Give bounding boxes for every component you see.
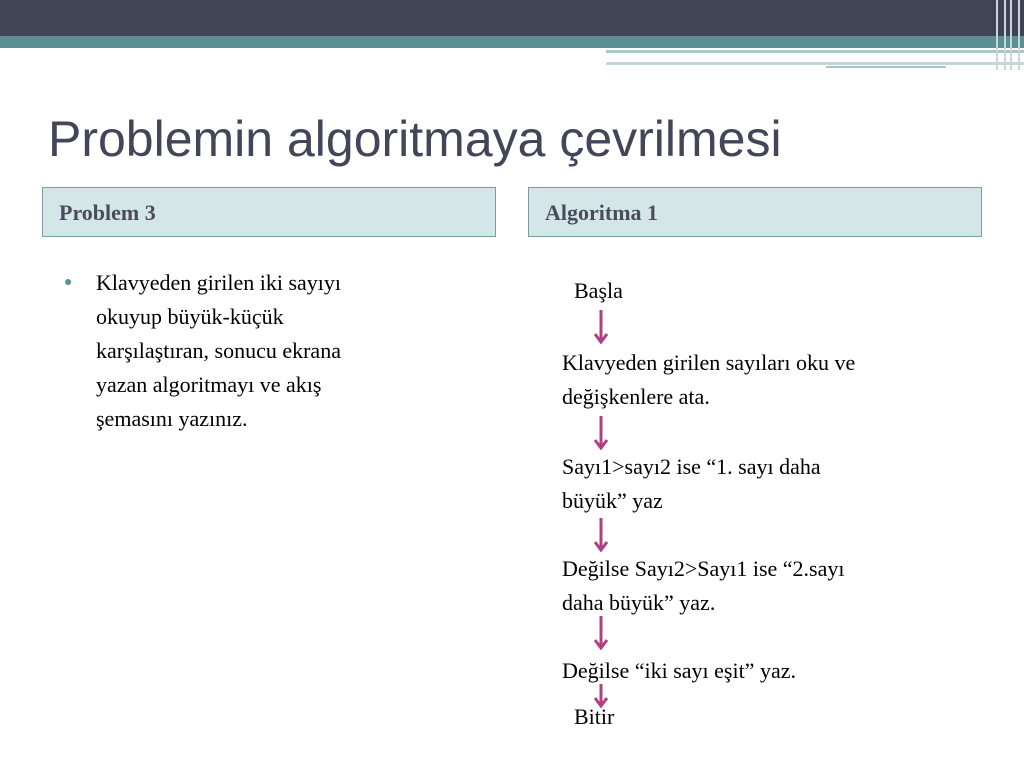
top-bar [0, 0, 1024, 36]
step-compare-1 [562, 450, 821, 518]
slide-title: Problemin algoritmaya çevrilmesi [48, 111, 782, 167]
decor-line [606, 50, 1024, 53]
step-compare-2-line: Değilse Sayı2>Sayı1 ise “2.sayı [562, 556, 845, 581]
step-end: Bitir [574, 704, 615, 729]
step-compare-2 [562, 552, 844, 620]
step-read [562, 346, 855, 414]
problem-header: Problem 3 [42, 187, 496, 237]
step-read-line: Klavyeden girilen sayıları oku ve [562, 350, 856, 375]
step-compare-1-line: büyük” yaz [562, 488, 663, 513]
teal-band [0, 36, 1024, 48]
bullet-dot-icon: ● [64, 275, 73, 290]
step-compare-2-line: daha büyük” yaz. [562, 590, 716, 615]
problem-line: şemasını yazınız. [96, 406, 248, 431]
step-read-line: değişkenlere ata. [562, 384, 710, 409]
decor-vertical-lines [992, 0, 1024, 70]
arrow-down-icon [594, 310, 608, 344]
algorithm-header: Algoritma 1 [528, 187, 982, 237]
problem-line: Klavyeden girilen iki sayıyı [96, 270, 341, 295]
problem-description [66, 266, 486, 436]
arrow-down-icon [594, 416, 608, 450]
arrow-down-icon [594, 616, 608, 650]
problem-line: okuyup büyük-küçük [96, 304, 284, 329]
problem-line: karşılaştıran, sonucu ekrana [96, 338, 341, 363]
decor-line [606, 62, 1024, 65]
step-equal: Değilse “iki sayı eşit” yaz. [562, 658, 796, 683]
step-start: Başla [574, 278, 623, 303]
problem-line: yazan algoritmayı ve akış [96, 372, 322, 397]
step-compare-1-line: Sayı1>sayı2 ise “1. sayı daha [562, 454, 821, 479]
arrow-down-icon [594, 518, 608, 552]
decor-line [826, 66, 946, 68]
